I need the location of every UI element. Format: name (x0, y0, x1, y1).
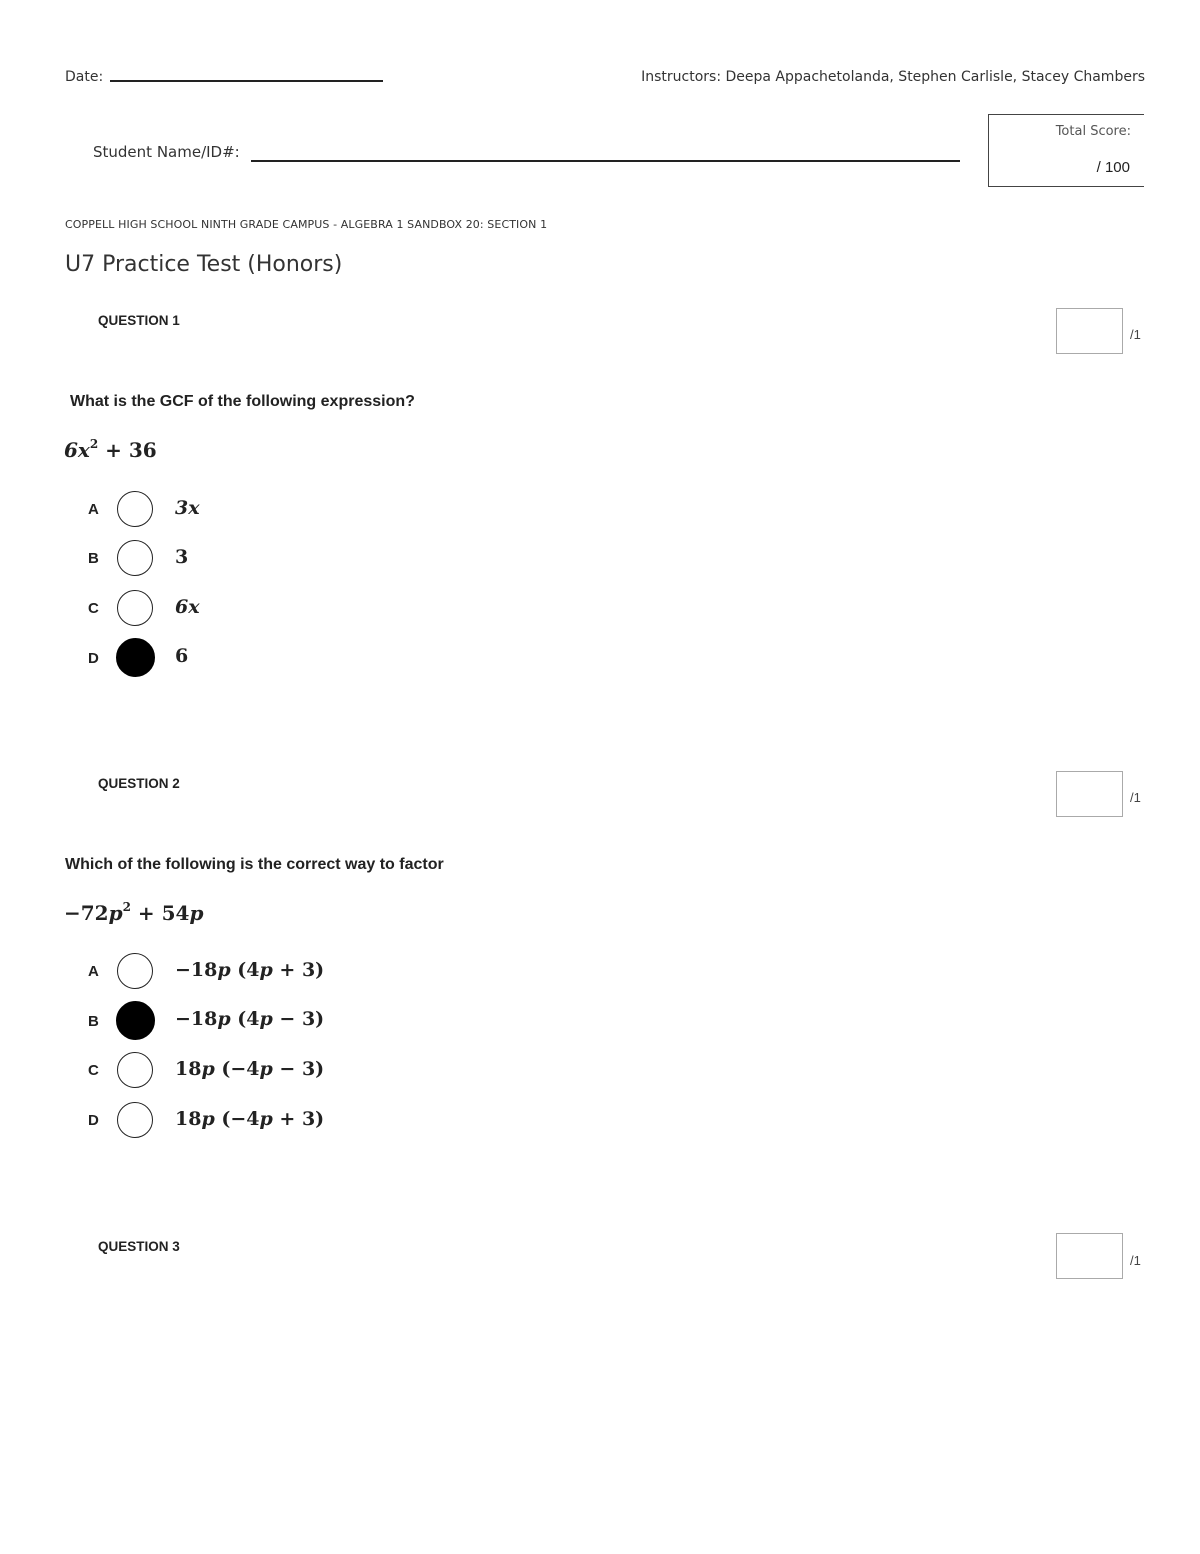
date-field-line[interactable] (110, 80, 383, 82)
total-score-box (988, 114, 1144, 187)
question-1-points: /1 (1130, 327, 1141, 342)
q1-option-a-letter: A (88, 501, 99, 518)
question-2-label: QUESTION 2 (98, 776, 180, 791)
q2-option-b-text: −18p (4p − 3) (175, 1008, 325, 1030)
date-label: Date: (65, 69, 104, 85)
instructors: Instructors: Deepa Appachetolanda, Stephen Carlisle, Stacey Chambers (641, 69, 1145, 85)
question-1-expression: $6x^2 + 36$ (64, 437, 157, 462)
q2-option-b-bubble-selected[interactable] (116, 1001, 155, 1040)
total-score-value: / 100 (1096, 159, 1130, 176)
question-1-label: QUESTION 1 (98, 313, 180, 328)
q2-option-d-bubble[interactable] (117, 1102, 153, 1138)
q1-option-d-bubble-selected[interactable] (116, 638, 155, 677)
q2-option-b-letter: B (88, 1013, 99, 1030)
q1-option-c-text: 6x (175, 596, 200, 618)
question-3-score-box[interactable] (1056, 1233, 1123, 1279)
student-name-field-line[interactable] (251, 160, 960, 162)
question-2-points: /1 (1130, 790, 1141, 805)
q2-option-c-letter: C (88, 1062, 99, 1079)
page-title: U7 Practice Test (Honors) (65, 252, 343, 277)
q1-option-c-letter: C (88, 600, 99, 617)
q2-option-a-bubble[interactable] (117, 953, 153, 989)
question-3-points: /1 (1130, 1253, 1141, 1268)
q1-option-d-text: 6 (175, 645, 189, 667)
q2-option-c-bubble[interactable] (117, 1052, 153, 1088)
question-2-score-box[interactable] (1056, 771, 1123, 817)
question-1-score-box[interactable] (1056, 308, 1123, 354)
q2-option-d-text: 18p (−4p + 3) (175, 1108, 325, 1130)
q1-option-d-letter: D (88, 650, 99, 667)
q1-option-b-bubble[interactable] (117, 540, 153, 576)
student-name-label: Student Name/ID#: (93, 143, 240, 161)
q1-option-c-bubble[interactable] (117, 590, 153, 626)
total-score-label: Total Score: (1055, 124, 1131, 139)
q2-option-a-text: −18p (4p + 3) (175, 959, 325, 981)
course-name: COPPELL HIGH SCHOOL NINTH GRADE CAMPUS - ALGEBRA 1 SANDBOX 20: SECTION 1 (65, 218, 548, 231)
question-2-prompt: Which of the following is the correct way to factor (65, 856, 444, 873)
q1-option-a-bubble[interactable] (117, 491, 153, 527)
question-3-label: QUESTION 3 (98, 1239, 180, 1254)
q1-option-b-letter: B (88, 550, 99, 567)
question-2-expression: $-72p^2 + 54p$ (64, 900, 204, 925)
q2-option-c-text: 18p (−4p − 3) (175, 1058, 325, 1080)
q2-option-d-letter: D (88, 1112, 99, 1129)
question-1-prompt: What is the GCF of the following expression? (70, 393, 415, 410)
q1-option-a-text: 3x (175, 497, 200, 519)
q2-option-a-letter: A (88, 963, 99, 980)
q1-option-b-text: 3 (175, 546, 189, 568)
